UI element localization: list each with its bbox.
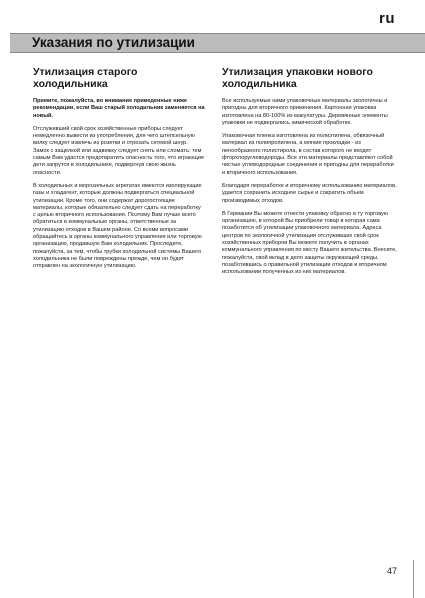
packaging-paragraph: Благодаря переработке и вторичному использованию материалов, удается сохранить исходное сырье и сократить объем производимых отходов. xyxy=(222,182,397,204)
old-fridge-paragraph: Отслуживший свой срок хозяйственные приборы следует немедленно вывести из употребления, для чего штепсельную вилку следует извлечь из розетки и отрезать сетевой шнур. Замок с защелкой или задвижку следует снять или сломать: тем самым Вам удастся предотвратить опасность того, что играющие дети запрутся в холодильнике, подвергнув свою жизнь опасности. xyxy=(33,125,205,176)
section-title: Указания по утилизации xyxy=(32,35,195,50)
old-fridge-heading: Утилизация старого холодильника xyxy=(33,66,138,90)
margin-rule xyxy=(413,560,414,598)
packaging-paragraph: В Германии Вы можете отнести упаковку обратно в ту торговую организацию, в которой Вы приобрели товар в которая сама позаботится об утилизации упаковочного материала. Адреса центров по экологичной утилизации отслуживших свой срок хозяйственных приборов Вы можете получить в органах коммунального управления по месту Вашего жительства. Внесите, пожалуйста, свой вклад в дело защиты окружающей среды, позаботившись о правильной утилизации отходов и вторичном использовании полученных из них материалов. xyxy=(222,210,397,276)
section-banner xyxy=(10,33,425,53)
packaging-paragraph: Упаковочная пленка изготовлена из полиэтилена, обвязочный материал из полипропилена, а мягкие прокладки - из пенообразного полистирола, в состав которого не входят фторхлоруглеводороды. Все эти материалы представляют собой чистые углеводородные соединения и пригодны для переработки и вторичного использования. xyxy=(222,133,394,176)
language-code: ru xyxy=(379,10,395,27)
right-column xyxy=(222,66,397,283)
old-fridge-paragraph: В холодильных и морозильных агрегатах имеются изолирующие газы и хладагент, которые должны подвергаться специальной утилизации. Кроме того, они содержат дорогостоящие материалы, которые обязательно следует сдать на переработку с целью вторичного использования. Поэтому Вам лучше всего обратиться в коммунальные органы, ответственные за утилизацию отходов в Вашем районе. Со всеми вопросами обращайтесь в органы коммунального управления или торговую организацию, продавшую Вам холодильник. Проследите, пожалуйста, за тем, чтобы трубки холодильной системы Вашего холодильника не были повреждены прежде, чем он будет отправлен на экологичную утилизацию. xyxy=(33,182,202,270)
left-column xyxy=(33,66,205,277)
packaging-paragraph: Все используемые нами упаковочные материалы экологичны и пригодны для вторичного применения. Картонная упаковка изготовлена на 80-100% из макулатуры. Деревянные элементы упаковки не подвергались химической обработке. xyxy=(222,98,388,126)
old-fridge-intro: Примите, пожалуйста, во внимание приведенные ниже рекомендации, если Ваш старый холодильник заменяется на новый. xyxy=(33,98,205,119)
page-number: 47 xyxy=(386,566,397,576)
packaging-heading: Утилизация упаковки нового холодильника xyxy=(222,66,373,90)
